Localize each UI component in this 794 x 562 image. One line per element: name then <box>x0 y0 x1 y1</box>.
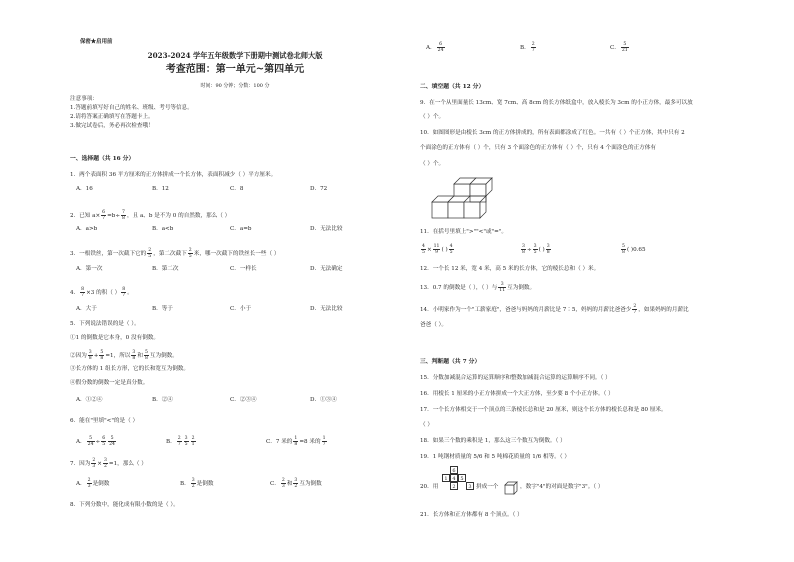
notes-heading: 注意事项： <box>70 96 98 102</box>
question-10: 10．如图图形是由棱长 3cm 的正方体拼成的，所有表面都涂成了红色。一共有（ ）个正方体，其中只有 2 <box>420 130 685 136</box>
question-4: 4． $\frac{8}{7}$ ×3 的积（ ） $\frac{8}{7}$ 。 <box>70 287 133 298</box>
q4-option-c[interactable]: C．小于 <box>230 306 252 312</box>
fraction: $\frac{2}{5}$ <box>188 248 192 259</box>
net-face: 5 <box>458 474 466 482</box>
question-14: 14．小明家作为一个"工薪家庭"，爸爸与妈妈的月薪比是 7∶5，妈妈的月薪比爸爸少 $\frac{2}{7}$ ，如果妈妈的月薪比 <box>420 304 689 315</box>
question-20-suffix: ，数字"4"的对面是数字"3"。（ ） <box>520 484 604 490</box>
fraction: $\frac{3}{11}$ <box>499 282 506 293</box>
question-21: 21．长方体和正方体都有 8 个顶点。（ ） <box>420 512 523 518</box>
question-5: 5．下列说法错误的是（ ）。 <box>70 321 140 327</box>
q5-option-b[interactable]: B．②④ <box>152 397 173 403</box>
q7-option-a[interactable]: A． $\frac{2}{3}$ 是倒数 <box>76 478 110 489</box>
question-20-prefix: 20．用 <box>420 484 439 490</box>
q10-answer-blank[interactable]: （ ）个。 <box>420 161 445 167</box>
q1-option-d[interactable]: D．72 <box>310 186 328 192</box>
q1-option-b[interactable]: B．12 <box>152 186 169 192</box>
q11-item-a[interactable]: $\frac{4}{5}$ × $\frac{11}{9}$ ( ) $\frac{4}{5}$ <box>422 244 453 255</box>
fraction: $\frac{5}{24}$ <box>109 436 115 447</box>
q9-answer-blank[interactable]: （ ）个。 <box>420 114 445 120</box>
question-17: 17．一个长方体相交于一个顶点的三条棱长总和是 20 厘米，则这个长方体的棱长总和是 80 厘米。 <box>420 407 667 413</box>
note-1: 1.答题前填写好自己的姓名、班级、考号等信息。 <box>70 105 193 111</box>
q6-option-a[interactable]: A． $\frac{5}{24}$ ÷ $\frac{6}{5}$ $\frac{5}{24}$ <box>76 436 115 447</box>
net-face: 4 <box>450 474 458 482</box>
q2-option-b[interactable]: B．a<b <box>152 226 174 232</box>
q5-statement-1: ①1 的倒数是它本身，0 没有倒数。 <box>70 335 159 341</box>
fraction: $\frac{3}{8}$ <box>132 350 136 361</box>
cube-svg <box>504 481 518 495</box>
fraction: $\frac{2}{7}$ <box>177 436 181 447</box>
q5-statement-4: ④假分数的倒数一定是真分数。 <box>70 380 149 386</box>
section-judge: 三、判断题（共 7 分） <box>420 359 481 365</box>
fraction: $\frac{3}{8}$ <box>522 244 525 255</box>
question-15: 15．分数加减混合运算的运算顺序和整数加减混合运算的运算顺序不同。（ ） <box>420 375 611 381</box>
fraction: $\frac{1}{7}$ <box>322 436 326 447</box>
fraction: $\frac{6}{24}$ <box>437 42 444 53</box>
fraction: $\frac{3}{2}$ <box>103 458 107 469</box>
question-13: 13．0.7 的倒数是（ ），（ ）与 $\frac{3}{11}$ 互为倒数。 <box>420 282 536 293</box>
fraction: $\frac{6}{5}$ <box>102 436 106 447</box>
question-2: 2．已知 a× $\frac{6}{7}$ =b÷ $\frac{7}{8}$ ，且 a、b 是不为 0 的自然数，那么（ ） <box>70 210 231 221</box>
fraction: $\frac{5}{21}$ <box>621 42 628 53</box>
fraction: $\frac{6}{7}$ <box>102 210 106 221</box>
q8-option-b[interactable]: B． $\frac{2}{7}$ <box>520 42 535 53</box>
fraction: $\frac{2}{7}$ <box>531 42 535 53</box>
fraction: $\frac{2}{5}$ <box>148 248 152 259</box>
fraction: $\frac{3}{8}$ <box>546 244 550 255</box>
question-20-mid: 拼成一个 <box>476 484 499 490</box>
fraction: $\frac{8}{7}$ <box>122 287 126 298</box>
q4-option-d[interactable]: D．无法比较 <box>310 306 343 312</box>
q2-option-a[interactable]: A．a>b <box>76 226 98 232</box>
fraction: $\frac{11}{9}$ <box>433 244 440 255</box>
net-face: 6 <box>450 466 458 474</box>
q6-option-b[interactable]: B． $\frac{2}{7}$ $\frac{3}{5}$ $\frac{2}{1}$ <box>166 436 195 447</box>
fraction: $\frac{2}{7}$ <box>633 304 637 315</box>
q7-option-c[interactable]: C． $\frac{2}{3}$ 和 $\frac{3}{2}$ 互为倒数 <box>270 478 322 489</box>
fraction: $\frac{2}{3}$ <box>87 478 91 489</box>
q7-option-b[interactable]: B． $\frac{3}{2}$ 是倒数 <box>180 478 214 489</box>
q4-option-b[interactable]: B．等于 <box>152 306 173 312</box>
question-7: 7．因为 $\frac{2}{3}$ × $\frac{3}{2}$ =1，那么（ ） <box>70 458 147 469</box>
q8-option-c[interactable]: C． $\frac{5}{21}$ <box>610 42 628 53</box>
confidential-seal: 保密★启用前 <box>80 39 113 45</box>
question-19: 19．1 吨钢材质量的 5/6 和 5 吨棉花质量的 1/6 相等。（ ） <box>420 454 570 460</box>
fraction: $\frac{2}{3}$ <box>281 478 285 489</box>
q3-option-d[interactable]: D．无法确定 <box>310 266 343 272</box>
note-2: 2.请将答案正确填写在答题卡上。 <box>70 114 154 120</box>
q8-option-a[interactable]: A． $\frac{6}{24}$ <box>426 42 444 53</box>
cube-net-figure <box>442 466 482 500</box>
cube-stack-svg <box>430 176 500 220</box>
q1-option-a[interactable]: A．16 <box>76 186 93 192</box>
q5-statement-3: ③长方体的 1 组长方形，它的长和宽互为倒数。 <box>70 366 189 372</box>
q5-option-d[interactable]: D．①③④ <box>310 397 337 403</box>
q3-option-c[interactable]: C．一样长 <box>230 266 257 272</box>
fraction: $\frac{4}{5}$ <box>422 244 425 255</box>
exam-scope: 考查范围：第一单元~第四单元 <box>165 64 305 75</box>
fraction: $\frac{3}{2}$ <box>191 478 195 489</box>
question-12: 12．一个长 12 米，宽 4 米，高 5 米的长方体，它的棱长总和（ ）米。 <box>420 266 600 272</box>
q3-option-b[interactable]: B．第二次 <box>152 266 179 272</box>
section-choice: 一、选择题（共 16 分） <box>70 156 135 162</box>
q11-item-c[interactable]: $\frac{5}{8}$ ( )0.65 <box>622 244 646 255</box>
cube-stack-figure <box>430 176 500 220</box>
question-6: 6．能在"里填"<"的是（ ） <box>70 418 139 424</box>
fraction: $\frac{5}{8}$ <box>100 350 104 361</box>
question-18: 18．如果三个数的乘积是 1，那么这三个数互为倒数。（ ） <box>420 438 566 444</box>
q1-option-c[interactable]: C．8 <box>230 186 244 192</box>
question-10-line-2: 个面涂色的正方体有（ ）个，只有 3 个面涂色的正方体有（ ）个，只有 4 个面涂色的正方体有 <box>420 145 656 151</box>
q14-answer-blank[interactable]: 爸爸（ ）。 <box>420 322 447 328</box>
fraction: $\frac{1}{8}$ <box>294 436 298 447</box>
fraction: $\frac{3}{5}$ <box>533 244 537 255</box>
fraction: $\frac{2}{1}$ <box>191 436 195 447</box>
q3-option-a[interactable]: A．第一次 <box>76 266 103 272</box>
fraction: $\frac{3}{5}$ <box>184 436 188 447</box>
fraction: $\frac{7}{8}$ <box>122 210 125 221</box>
question-9: 9．在一个从里面量长 13cm、宽 7cm、高 8cm 的长方体纸盒中，放入棱长为 3cm 的小正方体，最多可以放 <box>420 100 693 106</box>
q2-option-c[interactable]: C．a=b <box>230 226 252 232</box>
exam-title: 2023-2024 学年五年级数学下册期中测试卷北师大版 <box>147 51 323 60</box>
question-3: 3．一根铁丝，第一次截下它的 $\frac{2}{5}$ ，第二次截下 $\frac{2}{5}$ 米，哪一次截下的铁丝长一些（ ） <box>70 248 280 259</box>
q5-option-c[interactable]: C．②③④ <box>230 397 257 403</box>
net-face: 2 <box>450 482 458 490</box>
fraction: $\frac{5}{8}$ <box>622 244 625 255</box>
net-face: 1 <box>442 474 450 482</box>
fraction: $\frac{3}{8}$ <box>88 350 92 361</box>
q2-option-d[interactable]: D．无法比较 <box>310 226 343 232</box>
q17-answer-blank[interactable]: （ ） <box>420 422 433 428</box>
fraction: $\frac{8}{7}$ <box>81 287 85 298</box>
fraction: $\frac{5}{8}$ <box>144 350 148 361</box>
question-8: 8．下列分数中，能化成有限小数的是（ ）。 <box>70 502 179 508</box>
exam-time: 时间：90 分钟；分数：100 分 <box>200 83 270 89</box>
net-face: 3 <box>466 482 474 490</box>
left-column <box>70 0 400 562</box>
q11-item-b[interactable]: $\frac{3}{8}$ ÷ $\frac{3}{5}$ ( ) $\frac{3}{8}$ <box>522 244 550 255</box>
q5-statement-2: ②因为 $\frac{3}{8}$ + $\frac{5}{8}$ =1，所以 $\frac{3}{8}$ 和 $\frac{5}{8}$ 互为倒数。 <box>70 350 178 361</box>
note-3: 3.做完试卷后，务必再次检查哦！ <box>70 123 154 129</box>
right-column <box>420 0 760 562</box>
fraction: $\frac{4}{5}$ <box>449 244 453 255</box>
q6-option-c[interactable]: C．7 米的 $\frac{1}{8}$ =8 米的 $\frac{1}{7}$ <box>266 436 326 447</box>
section-fill: 二、填空题（共 12 分） <box>420 84 485 90</box>
fraction: $\frac{2}{3}$ <box>92 458 96 469</box>
fraction: $\frac{3}{2}$ <box>294 478 298 489</box>
cube-icon <box>504 480 518 494</box>
q5-option-a[interactable]: A．①②④ <box>76 397 103 403</box>
question-11: 11．在括号里填上">""<"或"="。 <box>420 229 507 235</box>
question-1: 1．两个表面积 36 平方厘米的正方体拼成一个长方体，表面积减少（ ）平方厘米。 <box>70 172 277 178</box>
question-16: 16．用棱长 1 厘米的小正方体拼成一个大正方体，至少要 8 个小正方体。（ ） <box>420 391 614 397</box>
fraction: $\frac{5}{24}$ <box>87 436 94 447</box>
q4-option-a[interactable]: A．大于 <box>76 306 97 312</box>
